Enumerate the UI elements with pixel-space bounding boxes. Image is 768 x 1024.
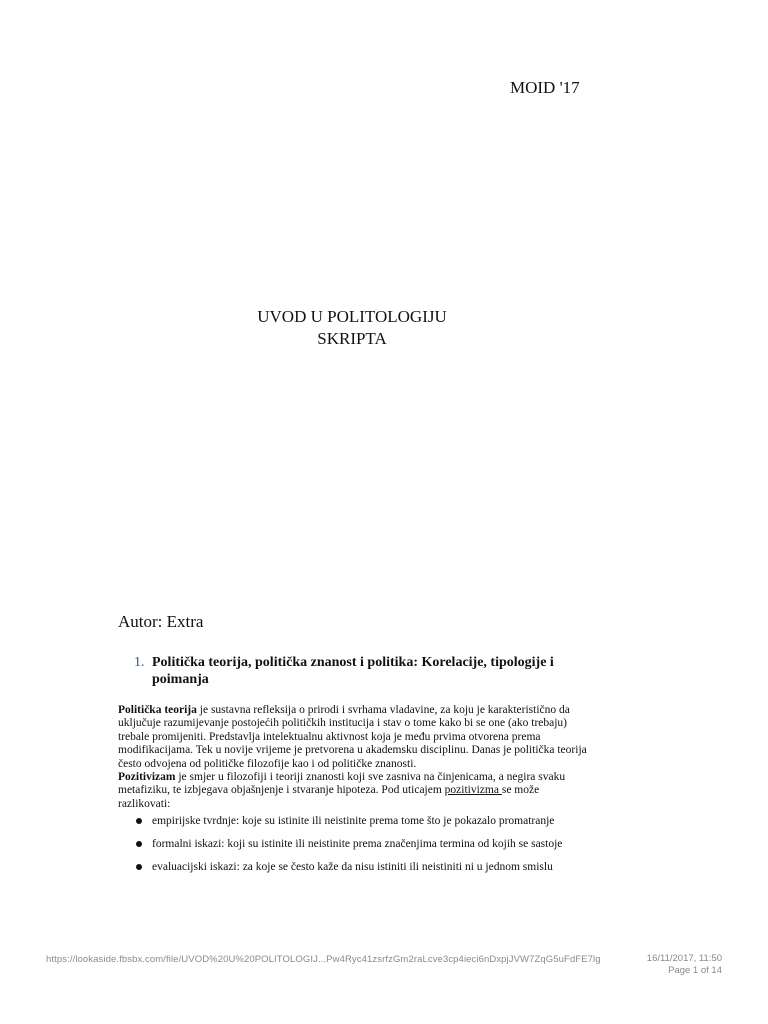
section-heading xyxy=(134,654,594,688)
list-item: empirijske tvrdnje: koje su istinite ili neistinite prema tome što je pokazalo promatranje xyxy=(118,814,588,829)
bullet-icon xyxy=(136,864,142,870)
section-number: 1. xyxy=(134,655,145,670)
footer-meta xyxy=(647,953,722,977)
footer-datetime: 16/11/2017, 11:50 xyxy=(646,953,722,964)
body-text xyxy=(118,704,588,883)
author-line: Autor: Extra xyxy=(118,612,204,631)
paragraph-positivism xyxy=(118,771,588,811)
positivism-link[interactable]: pozitivizma xyxy=(444,784,502,797)
paragraph-political-theory xyxy=(118,704,588,771)
list-item: evaluacijski iskazi: za koje se često kaže da nisu istiniti ili neistiniti ni u jednom smislu xyxy=(118,860,588,875)
footer-url[interactable]: https://lookaside.fbsbx.com/file/UVOD%20U%20POLITOLOGIJ...Pw4Ryc41zsrfzGm2raLcve3cp4ieci6nDxpjJVW7ZqG5uFdFE7lg xyxy=(46,954,601,965)
paragraph-2-text: je smjer u filozofiji i teoriji znanosti koji sve zasniva na činjenicama, a negira svaku metafiziku, te izbjegava objašnjenje i stvaranje hipoteza. Pod uticajem xyxy=(118,771,566,797)
list-item: formalni iskazi: koji su istinite ili neistinite prema značenjima termina od kojih se sastoje xyxy=(118,837,588,852)
page-indicator: Page 1 of 14 xyxy=(668,965,722,976)
bullet-list xyxy=(118,814,588,875)
title-line-1: UVOD U POLITOLOGIJU xyxy=(257,307,447,326)
title-line-2: SKRIPTA xyxy=(317,329,387,348)
header-tag: MOID '17 xyxy=(510,78,580,97)
term-positivism: Pozitivizam xyxy=(118,771,176,784)
paragraph-1-text: je sustavna refleksija o prirodi i svrhama vladavine, za koju je karakteristično da uključuje razumijevanje postojećih političkih institucija i stav o tome kako bi se one (ako trebaju) trebale promijeniti. Predstavlja intelektualnu aktivnost koja je među prvima otvorena prema modifikacijama. Tek u novije vrijeme je pretvorena u akademsku disciplinu. Danas je politička teorija često odvojena od političke filozofije kao i od političke znanosti. xyxy=(118,704,587,770)
bullet-icon xyxy=(136,841,142,847)
paragraph-2-tail: se može razlikovati: xyxy=(118,784,540,810)
bullet-icon xyxy=(136,818,142,824)
section-title: Politička teorija, politička znanost i politika: Korelacije, tipologije i poimanja xyxy=(152,655,554,687)
term-political-theory: Politička teorija xyxy=(118,704,197,716)
document-title xyxy=(200,306,504,350)
